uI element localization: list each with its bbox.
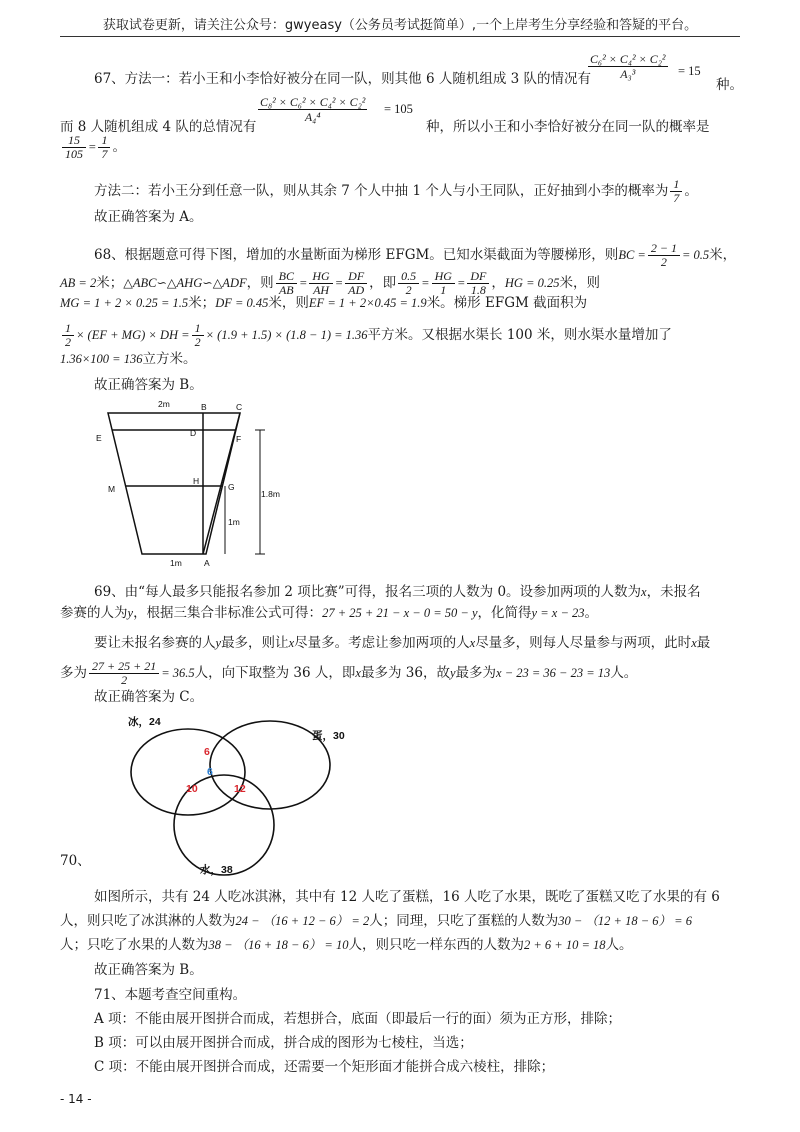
q67-f1-num: C₆² × C₄² × C₂² bbox=[590, 52, 666, 66]
label-b: B bbox=[201, 402, 207, 412]
q69-l2-a: 参赛的人为 bbox=[60, 605, 128, 621]
q70-l2-b: 人；同理，只吃了蛋糕的人数为 bbox=[369, 913, 559, 929]
q69-l2-c: ，化简得 bbox=[477, 605, 532, 621]
q69-l4-d: 最多为 bbox=[455, 665, 497, 681]
q67-f2-num: C₈² × C₆² × C₄² × C₂² bbox=[260, 95, 366, 109]
q69-final-eq: x − 23 = 36 − 23 = 13 bbox=[496, 666, 611, 680]
q70-number: 70、 bbox=[60, 853, 91, 869]
page-header: 获取试卷更新，请关注公众号：gwyeasy（公务员考试挺简单）,一个上岸考生分享经验和答疑的平台。 bbox=[102, 18, 698, 33]
q68-l4-n2: 1 bbox=[192, 322, 204, 336]
label-h: H bbox=[193, 476, 200, 486]
q68-l4-d2: 2 bbox=[194, 335, 201, 349]
venn-value-dan-shui: 12 bbox=[234, 783, 246, 795]
q68-fe-d: 1 bbox=[440, 283, 447, 297]
q68-answer: 故正确答案为 B。 bbox=[94, 377, 203, 393]
q68-l2-h: 米，则 bbox=[559, 275, 601, 291]
q67-f2-den: A₄⁴ bbox=[304, 110, 321, 124]
q68-l2-b: 米； bbox=[96, 275, 124, 291]
q70-eq-dan: 30 − （12 + 18 − 6） = 6 bbox=[558, 914, 692, 928]
label-18m: 1.8m bbox=[261, 489, 280, 499]
q68-bc-num: 2 − 1 bbox=[648, 242, 680, 256]
q69-line4 bbox=[60, 660, 637, 687]
q69-l3-c: 尽量多。考虑让参加两项的人 bbox=[294, 635, 470, 651]
q68-area-expr: × (EF + MG) × DH = bbox=[76, 328, 190, 342]
trapezoid-outline bbox=[108, 413, 240, 554]
venn-value-center: 6 bbox=[207, 766, 213, 778]
q69-l3-d: 尽量多，则每人尽量参与两项，此时 bbox=[475, 635, 692, 651]
q69-line2 bbox=[60, 604, 598, 622]
q68-fb-d: AH bbox=[313, 283, 330, 297]
q68-line1 bbox=[94, 242, 736, 269]
q69-l1-end: ，未报名 bbox=[646, 584, 701, 600]
q68-area-value: × (1.9 + 1.5) × (1.8 − 1) = 1.36 bbox=[205, 328, 368, 342]
q68-mg: MG = 1 + 2 × 0.25 = 1.5 bbox=[60, 296, 189, 310]
q69-l2-d: 。 bbox=[584, 605, 598, 621]
q67-m2-end: 。 bbox=[684, 183, 698, 199]
q70-l2-a: 人，则只吃了冰淇淋的人数为 bbox=[60, 913, 236, 929]
q67-f1-den: A₃³ bbox=[620, 67, 636, 81]
q68-l2-d: ，则 bbox=[246, 275, 274, 291]
q68-fc-n: DF bbox=[345, 270, 367, 284]
q68-frac-hg-ah bbox=[309, 270, 332, 297]
q69-l3-y: y bbox=[215, 636, 222, 650]
q68-bc: BC = bbox=[618, 248, 646, 262]
q67-fraction-4 bbox=[98, 134, 110, 161]
label-g: G bbox=[228, 482, 235, 492]
q69-l3-x: x bbox=[288, 636, 295, 650]
q67-m2-den: 7 bbox=[673, 191, 680, 205]
q70-l3-b: 人，则只吃一样东西的人数为 bbox=[348, 937, 524, 953]
q67-l1-end: 种。 bbox=[716, 77, 743, 93]
q68-l1-unit: 米， bbox=[709, 247, 737, 263]
q70-line3 bbox=[60, 936, 633, 954]
q67-fraction-1 bbox=[588, 52, 668, 81]
q69-l3-x2: x bbox=[469, 636, 476, 650]
label-d: D bbox=[190, 428, 197, 438]
q69-l4-x: x bbox=[355, 666, 361, 680]
q70-line2 bbox=[60, 912, 692, 930]
label-e: E bbox=[96, 433, 102, 443]
q71-line1: 71、本题考查空间重构。 bbox=[94, 987, 247, 1003]
venn-label-bing: 冰，24 bbox=[128, 716, 161, 728]
q69-l4-y: y bbox=[449, 666, 456, 680]
venn-circle-bing bbox=[131, 729, 245, 815]
q68-half-1 bbox=[62, 322, 74, 349]
q69-text-1: 69、由“每人最多只能报名参加 2 项比赛”可得，报名三项的人数为 0。设参加两项的人数为 bbox=[94, 584, 642, 600]
q67-f3-num2: 1 bbox=[98, 134, 110, 148]
q69-simplified: y = x − 23 bbox=[531, 606, 585, 620]
q68-l4-d1: 2 bbox=[65, 335, 71, 349]
venn-label-shui: 水，38 bbox=[200, 864, 233, 876]
q69-equation: 27 + 25 + 21 − x − 0 = 50 − y bbox=[322, 606, 478, 620]
q68-l2-e: ，即 bbox=[369, 275, 397, 291]
q69-y: y bbox=[127, 606, 134, 620]
label-1m-bottom: 1m bbox=[170, 558, 182, 568]
q70-eq-total: 2 + 6 + 10 = 18 bbox=[524, 938, 606, 952]
label-1m-vertical: 1m bbox=[228, 517, 240, 527]
q69-l3-a: 要让未报名参赛的人 bbox=[94, 635, 216, 651]
q68-bc-fraction bbox=[648, 242, 680, 269]
q71-option-b: B 项：可以由展开图拼合而成，拼合成的图形为七棱柱，当选； bbox=[94, 1035, 473, 1051]
label-c: C bbox=[236, 402, 243, 412]
q69-l4-c: 最多为 36，故 bbox=[360, 665, 450, 681]
q69-l4-b: 人，向下取整为 36 人，即 bbox=[194, 665, 356, 681]
page-number: - 14 - bbox=[60, 1092, 92, 1106]
q67-line3 bbox=[60, 134, 126, 161]
q68-line5 bbox=[60, 350, 197, 368]
q69-frac-res: = 36.5 bbox=[161, 666, 195, 680]
q68-l5-b: 立方米。 bbox=[142, 351, 197, 367]
q67-f2-result: = 105 bbox=[384, 102, 413, 116]
q68-volume: 1.36×100 = 136 bbox=[60, 352, 143, 366]
q70-eq-bing: 24 − （16 + 12 − 6） = 2 bbox=[235, 914, 370, 928]
q68-l3-f: 米。梯形 EFGM 截面积为 bbox=[426, 295, 588, 311]
q67-f3-eq: = bbox=[88, 140, 97, 154]
q69-x: x bbox=[641, 585, 647, 599]
q68-df: DF = 0.45 bbox=[215, 296, 269, 310]
q67-f3-num: 15 bbox=[62, 134, 86, 148]
q67-line1 bbox=[94, 70, 591, 88]
q70-l3-c: 人。 bbox=[605, 937, 633, 953]
label-a: A bbox=[204, 558, 210, 568]
q68-bc-res: = 0.5 bbox=[681, 248, 710, 262]
q67-f3-den2: 7 bbox=[101, 147, 108, 161]
q69-l3-b: 最多，则让 bbox=[221, 635, 289, 651]
q68-line4 bbox=[60, 322, 672, 349]
q69-answer: 故正确答案为 C。 bbox=[94, 689, 204, 705]
q70-answer: 故正确答案为 B。 bbox=[94, 962, 203, 978]
venn-diagram bbox=[120, 712, 380, 882]
q67-text-1: 67、方法一：若小王和小李恰好被分在同一队，则其他 6 人随机组成 3 队的情况有 bbox=[94, 71, 592, 87]
q68-frac-df-18 bbox=[467, 270, 489, 297]
q68-hg: HG = 0.25 bbox=[504, 276, 560, 290]
q67-method2 bbox=[94, 178, 698, 205]
q68-frac-hg-1 bbox=[432, 270, 455, 297]
q68-frac-05-2 bbox=[398, 270, 419, 297]
q68-l3-b: 米； bbox=[188, 295, 216, 311]
q68-fc-d: AD bbox=[348, 283, 365, 297]
q68-ff-n: DF bbox=[467, 270, 489, 284]
q67-f3-den: 105 bbox=[65, 147, 83, 161]
q68-l3-d: 米，则 bbox=[268, 295, 309, 311]
label-m: M bbox=[108, 484, 116, 494]
q71-option-a: A 项：不能由展开图拼合而成，若想拼合，底面（即最后一行的面）须为正方形，排除； bbox=[94, 1011, 622, 1027]
q68-l4-n1: 1 bbox=[62, 322, 74, 336]
q69-l2-b: ，根据三集合非标准公式可得： bbox=[133, 605, 323, 621]
q68-half-2 bbox=[192, 322, 204, 349]
q69-line1 bbox=[94, 583, 701, 601]
q70-l3-a: 人；只吃了水果的人数为 bbox=[60, 937, 209, 953]
q67-m2-num: 1 bbox=[670, 178, 682, 192]
q68-fb-n: HG bbox=[309, 270, 332, 284]
q68-fe-n: HG bbox=[432, 270, 455, 284]
q71-option-c: C 项：不能由展开图拼合而成，还需要一个矩形面才能拼合成六棱柱，排除； bbox=[94, 1059, 555, 1075]
label-f: F bbox=[236, 434, 242, 444]
q67-fraction-2 bbox=[258, 95, 367, 124]
label-2m: 2m bbox=[158, 399, 170, 409]
venn-value-bing-dan: 6 bbox=[204, 746, 210, 758]
q67-m2-fraction bbox=[670, 178, 682, 205]
q69-frac-num: 27 + 25 + 21 bbox=[89, 660, 159, 674]
q69-l4-a: 多为 bbox=[60, 665, 87, 681]
q68-l4-c: 平方米。又根据水渠长 100 米，则水渠水量增加了 bbox=[367, 327, 672, 343]
q68-text-1: 68、根据题意可得下图，增加的水量断面为梯形 EFGM。已知水渠截面为等腰梯形，则 bbox=[94, 247, 619, 263]
q69-l3-e: 最 bbox=[696, 635, 711, 651]
header-rule bbox=[60, 36, 740, 37]
q70-eq-shui: 38 − （16 + 18 − 6） = 10 bbox=[208, 938, 349, 952]
q68-line3 bbox=[60, 294, 587, 312]
venn-value-bing-shui: 10 bbox=[186, 783, 198, 795]
q68-similar: △ABC∽△AHG∽△ADF bbox=[123, 276, 247, 290]
q69-line3 bbox=[94, 634, 710, 652]
q68-ef: EF = 1 + 2×0.45 = 1.9 bbox=[308, 296, 427, 310]
q68-ff-d: 1.8 bbox=[470, 283, 486, 297]
q69-l3-x3: x bbox=[691, 636, 697, 650]
q67-f1-result: = 15 bbox=[678, 64, 701, 78]
q69-frac-den: 2 bbox=[121, 673, 128, 687]
q67-f3-end: 。 bbox=[112, 139, 126, 155]
q69-fraction bbox=[89, 660, 159, 687]
q68-fa-d: AB bbox=[278, 283, 294, 297]
q68-frac-bc-ab bbox=[276, 270, 297, 297]
q67-answer: 故正确答案为 A。 bbox=[94, 209, 203, 225]
q67-line2: 而 8 人随机组成 4 队的总情况有 bbox=[60, 119, 257, 135]
q69-l4-e: 人。 bbox=[610, 665, 638, 681]
q68-fd-d: 2 bbox=[405, 283, 412, 297]
q67-l2-end: 种，所以小王和小李恰好被分在同一队的概率是 bbox=[426, 119, 710, 135]
q68-fd-n: 0.5 bbox=[398, 270, 419, 284]
q67-m2-text: 方法二：若小王分到任意一队，则从其余 7 个人中抽 1 个人与小王同队，正好抽到小李的概率为 bbox=[94, 183, 669, 199]
q68-l2-f: ， bbox=[491, 275, 505, 291]
venn-label-dan: 蛋，30 bbox=[312, 730, 345, 742]
q68-bc-den: 2 bbox=[660, 255, 667, 269]
q68-fa-n: BC bbox=[276, 270, 297, 284]
q68-ab: AB = 2 bbox=[60, 276, 97, 290]
q67-fraction-3 bbox=[62, 134, 86, 161]
q68-frac-df-ad bbox=[345, 270, 367, 297]
q70-line1: 如图所示，共有 24 人吃冰淇淋，其中有 12 人吃了蛋糕，16 人吃了水果，既吃了蛋糕又吃了水果的有 6 bbox=[94, 889, 720, 905]
trapezoid-figure bbox=[90, 396, 300, 572]
q68-line2: AB = 2米；△ABC∽△AHG∽△ADF，则 $\frac{BC}{AB}$ = $\frac{HG}{AH}$ = $\frac{DF}{AD}$ ，即 $\frac{0.5}{2}$ = $\frac{HG}{1}$ = $\frac{DF}{1.8}$ ，HG = 0.25米，则 bbox=[60, 269, 601, 297]
